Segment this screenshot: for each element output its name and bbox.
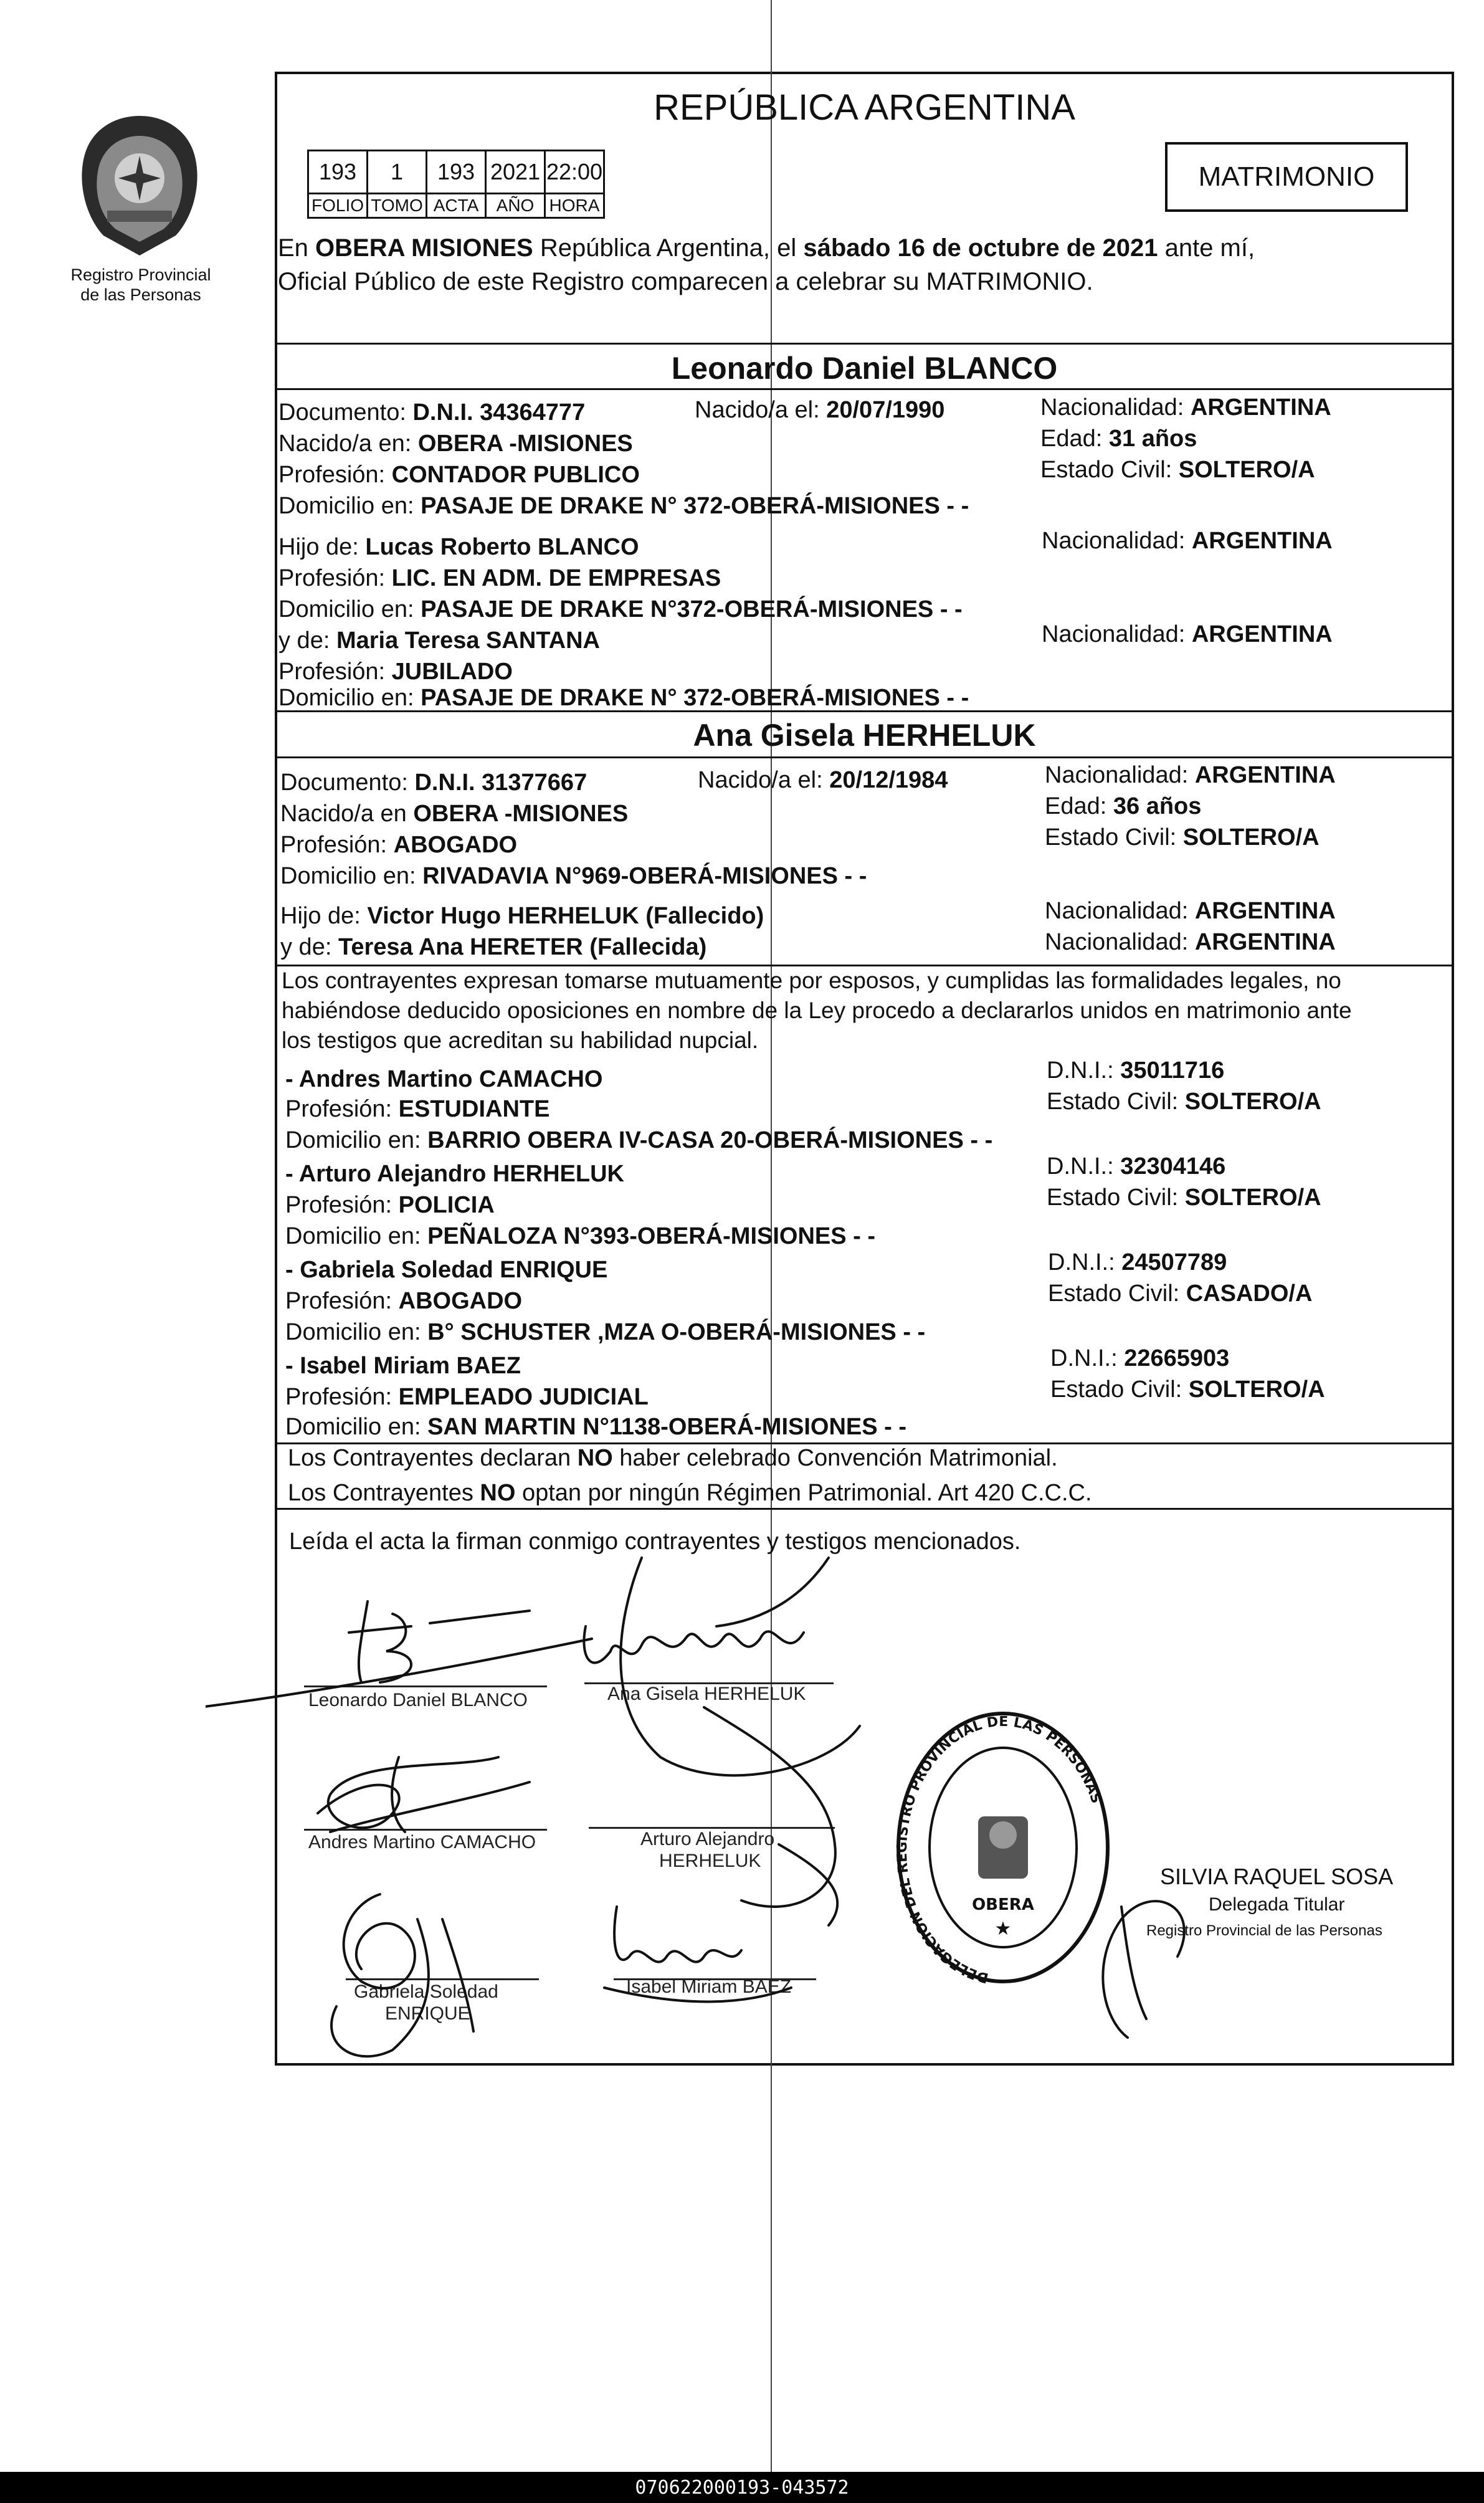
witness2-prof: Profesión: POLICIA bbox=[285, 1192, 495, 1218]
spouse2-nat: Nacionalidad: ARGENTINA bbox=[1045, 762, 1336, 788]
spouse1-civil: Estado Civil: SOLTERO/A bbox=[1040, 457, 1315, 483]
spouse1-mother-nat: Nacionalidad: ARGENTINA bbox=[1042, 621, 1333, 647]
signature-5-icon bbox=[331, 1894, 473, 2056]
spouse1-mother-addr: Domicilio en: PASAJE DE DRAKE N° 372-OBERÁ-MISIONES - - bbox=[278, 685, 969, 711]
spouse1-born: Nacido/a el: 20/07/1990 bbox=[695, 397, 945, 423]
ano-value: 2021 bbox=[486, 151, 545, 194]
logo-line2: de las Personas bbox=[80, 285, 201, 304]
sig-label-4a: Arturo Alejandro bbox=[640, 1829, 775, 1849]
witness4-prof: Profesión: EMPLEADO JUDICIAL bbox=[285, 1384, 649, 1410]
spouse1-mother-prof: Profesión: JUBILADO bbox=[278, 659, 513, 685]
witness1-prof: Profesión: ESTUDIANTE bbox=[285, 1096, 550, 1122]
witness1-dni: D.N.I.: 35011716 bbox=[1047, 1057, 1225, 1084]
folio-label: FOLIO bbox=[308, 194, 368, 218]
witness4-addr: Domicilio en: SAN MARTIN N°1138-OBERÁ-MISIONES - - bbox=[285, 1414, 907, 1440]
acta-value: 193 bbox=[427, 151, 486, 194]
witness1-civil: Estado Civil: SOLTERO/A bbox=[1047, 1089, 1321, 1115]
officer-title: Delegada Titular bbox=[1209, 1894, 1345, 1915]
sig-label-2: Ana Gisela HERHELUK bbox=[607, 1684, 806, 1704]
sig-label-6: Isabel Miriam BAEZ bbox=[626, 1976, 792, 1997]
footer-code: 070622000193-043572 bbox=[635, 2476, 849, 2499]
regime-line2: Los Contrayentes NO optan por ningún Régimen Patrimonial. Art 420 C.C.C. bbox=[288, 1480, 1092, 1506]
document-title: REPÚBLICA ARGENTINA bbox=[654, 87, 1075, 128]
stamp-center-text: OBERA bbox=[972, 1895, 1034, 1914]
spouse2-mother-nat: Nacionalidad: ARGENTINA bbox=[1045, 929, 1336, 955]
witness3-name: - Gabriela Soledad ENRIQUE bbox=[285, 1257, 608, 1283]
intro-line2: Oficial Público de este Registro comparecen a celebrar su MATRIMONIO. bbox=[278, 268, 1093, 295]
act-type-box bbox=[1165, 142, 1408, 212]
spouse1-nat: Nacionalidad: ARGENTINA bbox=[1040, 394, 1331, 421]
witness4-dni: D.N.I.: 22665903 bbox=[1050, 1345, 1230, 1371]
sig-label-3: Andres Martino CAMACHO bbox=[308, 1832, 536, 1852]
spouse1-father-nat: Nacionalidad: ARGENTINA bbox=[1042, 528, 1333, 554]
witness3-dni: D.N.I.: 24507789 bbox=[1048, 1249, 1227, 1275]
divider-closing bbox=[275, 1508, 1454, 1510]
signature-6-icon bbox=[604, 1907, 791, 2002]
signature-4-icon bbox=[704, 1707, 837, 1925]
signature-1-icon bbox=[206, 1601, 592, 1707]
spouse1-name: Leonardo Daniel BLANCO bbox=[671, 351, 1058, 386]
spouse1-father-addr: Domicilio en: PASAJE DE DRAKE N°372-OBERÁ-MISIONES - - bbox=[278, 596, 963, 622]
closing-statement: Leída el acta la firman conmigo contrayentes y testigos mencionados. bbox=[289, 1528, 1021, 1555]
sig-label-5b: ENRIQUE bbox=[385, 2003, 470, 2024]
spouse2-addr: Domicilio en: RIVADAVIA N°969-OBERÁ-MISIONES - - bbox=[280, 863, 867, 889]
spouse1-age: Edad: 31 años bbox=[1040, 426, 1197, 452]
spouse2-mother: y de: Teresa Ana HERETER (Fallecida) bbox=[280, 934, 707, 960]
spouse2-age: Edad: 36 años bbox=[1045, 793, 1202, 819]
sig-label-1: Leonardo Daniel BLANCO bbox=[308, 1690, 528, 1710]
spouse1-doc: Documento: D.N.I. 34364777 bbox=[278, 399, 586, 426]
spouse2-civil: Estado Civil: SOLTERO/A bbox=[1045, 824, 1320, 851]
svg-text:★: ★ bbox=[994, 1919, 1012, 1939]
officer-org: Registro Provincial de las Personas bbox=[1146, 1922, 1382, 1939]
intro-line1: En OBERA MISIONES República Argentina, el sábado 16 de octubre de 2021 ante mí, bbox=[278, 234, 1255, 262]
hora-value: 22:00 bbox=[545, 151, 604, 194]
sig-label-5a: Gabriela Soledad bbox=[354, 1981, 498, 2002]
divider-spouse1 bbox=[275, 388, 1454, 390]
spouse2-prof: Profesión: ABOGADO bbox=[280, 832, 518, 858]
spouse1-father-prof: Profesión: LIC. EN ADM. DE EMPRESAS bbox=[278, 565, 721, 591]
folio-value: 193 bbox=[308, 151, 368, 194]
spouse1-addr: Domicilio en: PASAJE DE DRAKE N° 372-OBERÁ-MISIONES - - bbox=[278, 493, 969, 519]
declaration-line1: Los contrayentes expresan tomarse mutuamente por esposos, y cumplidas las formalidades legales, no bbox=[282, 968, 1341, 993]
witness3-prof: Profesión: ABOGADO bbox=[285, 1288, 523, 1314]
spouse2-place: Nacido/a en OBERA -MISIONES bbox=[280, 801, 629, 827]
stamp-ring-text: DELEGACION DEL REGISTRO PROVINCIAL DE LAS PERSONAS bbox=[894, 1714, 1105, 1986]
signature-2-icon bbox=[584, 1558, 860, 1775]
spouse2-father-nat: Nacionalidad: ARGENTINA bbox=[1045, 898, 1336, 924]
witness2-civil: Estado Civil: SOLTERO/A bbox=[1047, 1185, 1321, 1211]
province-seal-icon bbox=[70, 111, 210, 260]
witness1-name: - Andres Martino CAMACHO bbox=[285, 1066, 603, 1092]
official-stamp-icon bbox=[885, 1701, 1121, 1994]
declaration-line2: habiéndose deducido oposiciones en nombre de la Ley procedo a declararlos unidos en matrimonio ante bbox=[282, 998, 1352, 1023]
witness2-name: - Arturo Alejandro HERHELUK bbox=[285, 1161, 624, 1187]
registry-table bbox=[307, 150, 605, 219]
witness3-civil: Estado Civil: CASADO/A bbox=[1048, 1280, 1313, 1307]
spouse1-place: Nacido/a en: OBERA -MISIONES bbox=[278, 431, 633, 457]
tomo-label: TOMO bbox=[368, 194, 427, 218]
witness1-addr: Domicilio en: BARRIO OBERA IV-CASA 20-OBERÁ-MISIONES - - bbox=[285, 1127, 993, 1153]
regime-line1: Los Contrayentes declaran NO haber celebrado Convención Matrimonial. bbox=[288, 1445, 1058, 1471]
sig-label-4b: HERHELUK bbox=[659, 1851, 761, 1871]
witness4-name: - Isabel Miriam BAEZ bbox=[285, 1353, 521, 1379]
acta-label: ACTA bbox=[427, 194, 486, 218]
declaration-line3: los testigos que acreditan su habilidad nupcial. bbox=[282, 1027, 759, 1053]
witness3-addr: Domicilio en: B° SCHUSTER ,MZA O-OBERÁ-MISIONES - - bbox=[285, 1319, 926, 1345]
spouse2-born: Nacido/a el: 20/12/1984 bbox=[698, 767, 948, 793]
logo-line1: Registro Provincial bbox=[70, 265, 211, 284]
spouse2-name: Ana Gisela HERHELUK bbox=[693, 718, 1036, 753]
footer-code-bar bbox=[0, 2472, 1484, 2503]
ano-label: AÑO bbox=[486, 194, 545, 218]
signature-3-icon bbox=[318, 1757, 530, 1832]
hora-label: HORA bbox=[545, 194, 604, 218]
act-type: MATRIMONIO bbox=[1198, 161, 1375, 192]
witness4-civil: Estado Civil: SOLTERO/A bbox=[1050, 1376, 1325, 1403]
spouse2-father: Hijo de: Victor Hugo HERHELUK (Fallecido) bbox=[280, 903, 764, 929]
spouse1-prof: Profesión: CONTADOR PUBLICO bbox=[278, 462, 640, 488]
spouse1-father: Hijo de: Lucas Roberto BLANCO bbox=[278, 534, 639, 560]
officer-name: SILVIA RAQUEL SOSA bbox=[1160, 1864, 1394, 1889]
witness2-dni: D.N.I.: 32304146 bbox=[1047, 1153, 1226, 1180]
tomo-value: 1 bbox=[368, 151, 427, 194]
witness2-addr: Domicilio en: PEÑALOZA N°393-OBERÁ-MISIONES - - bbox=[285, 1223, 876, 1249]
spouse2-doc: Documento: D.N.I. 31377667 bbox=[280, 770, 587, 796]
divider-header bbox=[275, 343, 1454, 345]
divider-spouse2-name bbox=[275, 756, 1454, 758]
spouse1-mother: y de: Maria Teresa SANTANA bbox=[278, 627, 600, 654]
